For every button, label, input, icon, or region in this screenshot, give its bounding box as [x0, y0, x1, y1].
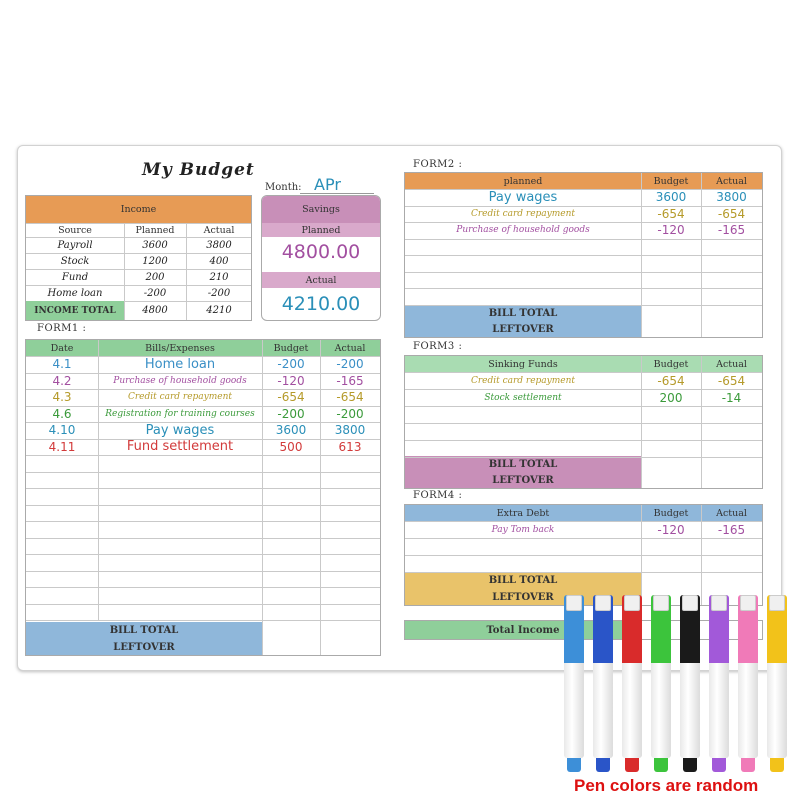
form1-cell-budget: 500 — [279, 439, 303, 454]
form2-col-budget: Budget — [653, 175, 689, 187]
form3-table — [404, 355, 763, 489]
form3-cell-actual: -14 — [721, 390, 742, 405]
form2-cell-actual: -165 — [717, 223, 746, 238]
form1-cell-actual: -200 — [336, 357, 364, 372]
form2-cell-budget: 3600 — [655, 190, 687, 205]
form3-cell-budget: 200 — [659, 390, 683, 405]
form1-cell-actual: -165 — [336, 373, 364, 388]
form1-cell-item: Credit card repayment — [127, 392, 233, 403]
form1-cell-actual: -200 — [336, 406, 364, 421]
marker-pen — [708, 595, 730, 785]
form3-cell-item: Credit card repayment — [470, 375, 576, 386]
income-total-planned: 4800 — [142, 305, 168, 316]
form3-cell-item: Stock settlement — [484, 392, 562, 403]
form2-cell-actual: 3800 — [716, 190, 747, 205]
form3-leftover: LEFTOVER — [405, 473, 641, 488]
form2-cell-item: Purchase of household goods — [456, 225, 590, 236]
form1-cell-item: Fund settlement — [126, 439, 234, 455]
income-row-actual: 3800 — [206, 239, 232, 251]
form1-leftover: LEFTOVER — [26, 639, 262, 655]
income-row-actual: 400 — [209, 255, 229, 267]
form2-label: FORM2 : — [413, 159, 463, 170]
marker-pen — [737, 595, 759, 785]
marker-pen — [766, 595, 788, 785]
form3-col-budget: Budget — [653, 358, 689, 370]
savings-header: Savings — [262, 196, 380, 223]
form4-col-actual: Actual — [716, 507, 747, 519]
form2-col-item: planned — [503, 175, 543, 187]
income-col-actual: Actual — [203, 224, 235, 236]
pen-caption: Pen colors are random — [574, 776, 759, 795]
form1-col-date: Date — [50, 342, 74, 354]
form2-bill-total: BILL TOTAL — [405, 305, 641, 322]
form1-cell-date: 4.1 — [52, 357, 72, 372]
income-row-source: Payroll — [57, 239, 93, 251]
form1-cell-budget: 3600 — [275, 423, 307, 438]
form2-cell-item: Credit card repayment — [470, 208, 576, 219]
form1-label: FORM1 : — [37, 323, 87, 334]
form3-label: FORM3 : — [413, 341, 463, 352]
income-row-planned: -200 — [143, 287, 167, 299]
form1-cell-actual: -654 — [336, 390, 364, 405]
form1-cell-date: 4.2 — [52, 373, 72, 388]
marker-pen — [592, 595, 614, 785]
form2-col-actual: Actual — [716, 175, 747, 187]
form4-label: FORM4 : — [413, 490, 463, 501]
marker-pen — [679, 595, 701, 785]
form4-cell-budget: -120 — [657, 522, 685, 537]
form1-cell-date: 4.3 — [52, 390, 72, 405]
form4-cell-actual: -165 — [717, 522, 746, 537]
form3-bill-total: BILL TOTAL — [405, 456, 641, 473]
form1-cell-budget: -654 — [277, 390, 305, 405]
form2-cell-budget: -654 — [657, 206, 685, 221]
income-row-actual: 210 — [209, 271, 229, 283]
form1-cell-actual: 613 — [338, 439, 362, 454]
form3-cell-budget: -654 — [657, 373, 685, 388]
form1-cell-budget: -120 — [277, 373, 305, 388]
form1-cell-date: 4.10 — [48, 423, 76, 438]
income-total-actual: 4210 — [206, 305, 232, 316]
form2-cell-actual: -654 — [717, 206, 746, 221]
income-row-planned: 3600 — [142, 239, 168, 251]
form3-col-item: Sinking Funds — [488, 358, 558, 370]
form4-cell-item: Pay Tom back — [491, 524, 555, 535]
form1-col-item: Bills/Expenses — [145, 342, 215, 354]
income-col-source: Source — [58, 224, 92, 236]
income-row-planned: 200 — [145, 271, 165, 283]
form1-bill-total: BILL TOTAL — [26, 622, 262, 639]
form1-table — [25, 339, 381, 656]
form2-cell-budget: -120 — [657, 223, 685, 238]
marker-pen — [650, 595, 672, 785]
form4-col-budget: Budget — [653, 507, 689, 519]
savings-actual-label: Actual — [262, 272, 380, 288]
form1-col-budget: Budget — [273, 342, 309, 354]
form1-cell-budget: -200 — [277, 357, 305, 372]
form1-cell-date: 4.11 — [48, 439, 76, 454]
form2-leftover: LEFTOVER — [405, 322, 641, 337]
marker-pen — [621, 595, 643, 785]
income-row-actual: -200 — [207, 287, 231, 299]
form1-cell-item: Purchase of household goods — [113, 375, 247, 386]
form1-cell-budget: -200 — [277, 406, 305, 421]
page-title: My Budget — [142, 160, 255, 180]
form1-col-actual: Actual — [334, 342, 366, 354]
income-col-planned: Planned — [135, 224, 175, 236]
savings-box — [261, 195, 381, 321]
form3-cell-actual: -654 — [717, 373, 746, 388]
income-table — [25, 195, 252, 321]
form4-leftover: LEFTOVER — [405, 589, 641, 605]
form4-bill-total: BILL TOTAL — [405, 572, 641, 589]
income-header: Income — [26, 196, 251, 223]
income-row-source: Fund — [61, 271, 89, 283]
form4-col-item: Extra Debt — [496, 507, 550, 519]
form2-table — [404, 172, 763, 338]
form2-cell-item: Pay wages — [488, 189, 558, 205]
marker-pen — [563, 595, 585, 785]
income-row-source: Home loan — [47, 287, 103, 299]
savings-actual-value: 4210.00 — [281, 293, 361, 315]
form4-table — [404, 504, 763, 606]
form1-cell-item: Home loan — [144, 356, 216, 372]
form1-cell-actual: 3800 — [334, 423, 366, 438]
month-value: APr — [314, 175, 341, 194]
income-row-source: Stock — [60, 255, 90, 267]
form1-cell-item: Pay wages — [145, 422, 215, 438]
total-income-label: Total Income — [405, 621, 641, 639]
savings-planned-value: 4800.00 — [281, 241, 361, 263]
income-row-planned: 1200 — [142, 255, 168, 267]
form3-col-actual: Actual — [716, 358, 747, 370]
month-label: Month: — [265, 182, 302, 193]
form1-cell-item: Registration for training courses — [105, 408, 255, 419]
savings-planned-label: Planned — [262, 223, 380, 237]
income-total-label: INCOME TOTAL — [26, 301, 124, 320]
form1-cell-date: 4.6 — [52, 406, 72, 421]
